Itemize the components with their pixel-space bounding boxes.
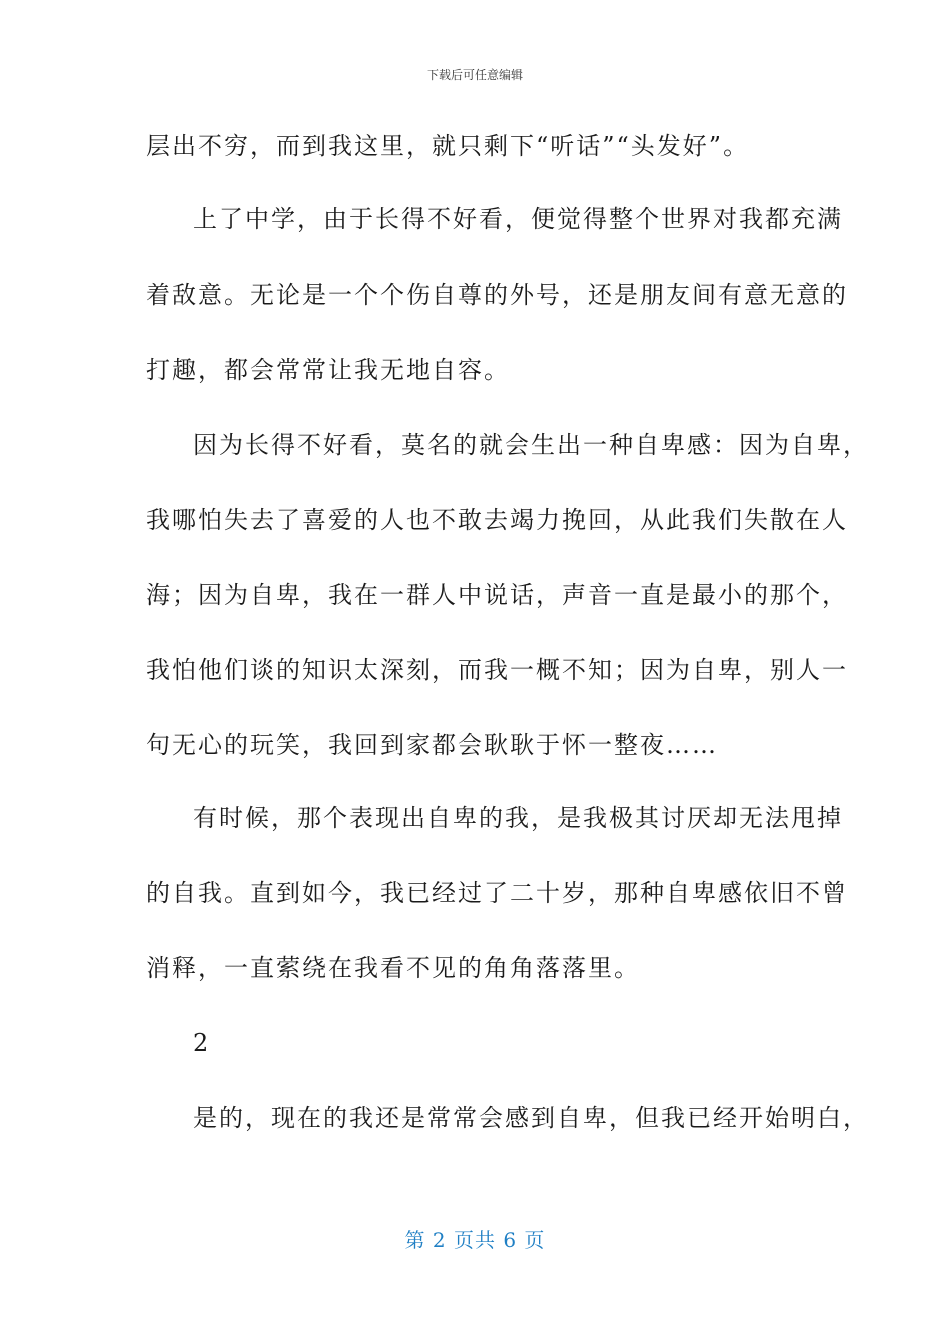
text-line: 我怕他们谈的知识太深刻，而我一概不知；因为自卑，别人一	[146, 656, 848, 684]
text-line: 句无心的玩笑，我回到家都会耿耿于怀一整夜……	[146, 731, 718, 759]
text-line: 有时候，那个表现出自卑的我，是我极其讨厌却无法甩掉	[193, 804, 843, 832]
page-header: 下载后可任意编辑	[426, 68, 523, 82]
section-number: 2	[193, 1029, 211, 1057]
text-line: 消释，一直萦绕在我看不见的角角落落里。	[146, 954, 640, 982]
text-line: 打趣，都会常常让我无地自容。	[146, 356, 510, 384]
page-number-footer: 第 2 页共 6 页	[404, 1228, 546, 1252]
text-line: 是的，现在的我还是常常会感到自卑，但我已经开始明白，	[193, 1104, 869, 1132]
text-line: 上了中学，由于长得不好看，便觉得整个世界对我都充满	[193, 205, 843, 233]
text-line: 因为长得不好看，莫名的就会生出一种自卑感：因为自卑，	[193, 431, 869, 459]
text-line: 着敌意。无论是一个个伤自尊的外号，还是朋友间有意无意的	[146, 281, 848, 309]
text-line: 层出不穷，而到我这里，就只剩下“听话”“头发好”。	[146, 132, 750, 160]
text-line: 我哪怕失去了喜爱的人也不敢去竭力挽回，从此我们失散在人	[146, 506, 848, 534]
text-line: 海；因为自卑，我在一群人中说话，声音一直是最小的那个，	[146, 581, 848, 609]
text-line: 的自我。直到如今，我已经过了二十岁，那种自卑感依旧不曾	[146, 879, 848, 907]
